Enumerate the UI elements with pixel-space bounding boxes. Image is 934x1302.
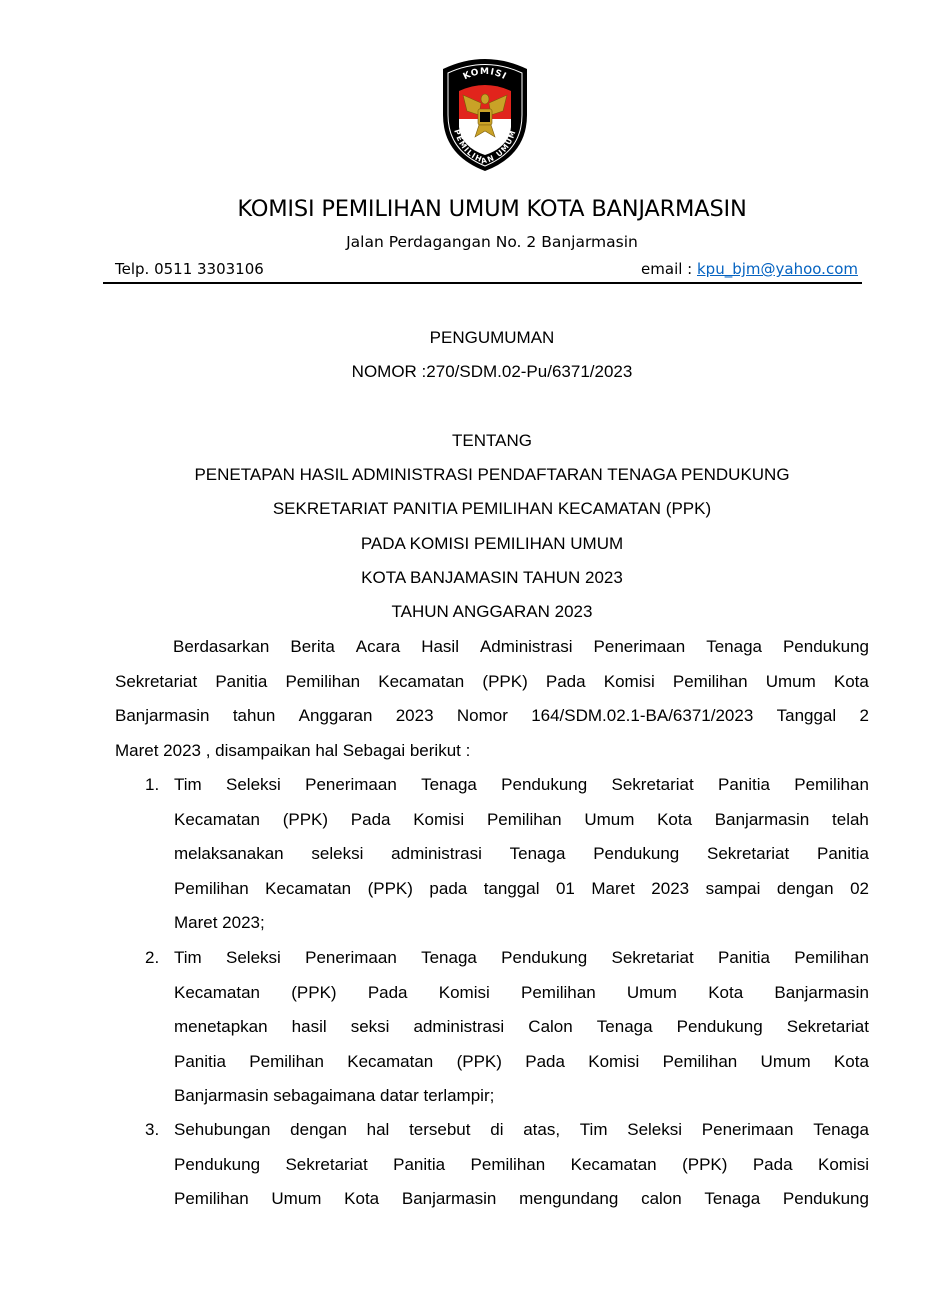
list-item-line: Sehubungan dengan hal tersebut di atas, Tim Seleksi Penerimaan Tenaga <box>174 1120 869 1139</box>
list-item-line: Pemilihan Umum Kota Banjarmasin mengundang calon Tenaga Pendukung <box>174 1189 869 1208</box>
seal-text-bottom: PEMILIHAN UMUM <box>452 128 518 166</box>
intro-line: Sekretariat Panitia Pemilihan Kecamatan (PPK) Pada Komisi Pemilihan Umum Kota <box>115 671 869 691</box>
list-item-line: Banjarmasin sebagaimana datar terlampir; <box>174 1086 495 1105</box>
intro-line: Banjarmasin tahun Anggaran 2023 Nomor 164/SDM.02.1-BA/6371/2023 Tanggal 2 <box>115 706 869 725</box>
intro-line: Berdasarkan Berita Acara Hasil Administrasi Penerimaan Tenaga Pendukung <box>173 637 869 656</box>
subject-line: TAHUN ANGGARAN 2023 <box>391 602 593 621</box>
subject-line: PADA KOMISI PEMILIHAN UMUM <box>360 534 624 553</box>
list-item-number: 3. <box>145 1120 160 1139</box>
list-item-line: menetapkan hasil seksi administrasi Calon Tenaga Pendukung Sekretariat <box>174 1017 869 1036</box>
list-item-line: Tim Seleksi Penerimaan Tenaga Pendukung Sekretariat Panitia Pemilihan <box>174 775 869 794</box>
email-label: email : <box>641 260 697 278</box>
organization-address: Jalan Perdagangan No. 2 Banjarmasin <box>346 233 638 251</box>
letterhead-divider <box>103 282 862 284</box>
list-item-number: 1. <box>145 775 160 794</box>
list-item-number: 2. <box>145 948 160 967</box>
list-item-line: Maret 2023; <box>174 913 265 932</box>
list-item-line: Tim Seleksi Penerimaan Tenaga Pendukung Sekretariat Panitia Pemilihan <box>174 948 869 967</box>
email-link[interactable]: kpu_bjm@yahoo.com <box>697 260 858 278</box>
seal-text-top: KOMISI <box>461 66 509 83</box>
kpu-garuda-emblem-icon <box>435 55 535 173</box>
list-item-line: Kecamatan (PPK) Pada Komisi Pemilihan Umum Kota Banjarmasin <box>174 982 869 1002</box>
list-item-line: melaksanakan seleksi administrasi Tenaga Pendukung Sekretariat Panitia <box>174 844 869 863</box>
subject-line: KOTA BANJAMASIN TAHUN 2023 <box>361 568 623 587</box>
organization-email <box>641 260 858 278</box>
list-item-line: Pemilihan Kecamatan (PPK) pada tanggal 01 Maret 2023 sampai dengan 02 <box>174 878 869 898</box>
organization-phone: Telp. 0511 3303106 <box>115 260 264 278</box>
list-item-line: Kecamatan (PPK) Pada Komisi Pemilihan Umum Kota Banjarmasin telah <box>174 809 869 829</box>
intro-paragraph <box>115 630 869 768</box>
subject-line: PENETAPAN HASIL ADMINISTRASI PENDAFTARAN TENAGA PENDUKUNG <box>194 465 790 484</box>
list-item-line: Pendukung Sekretariat Panitia Pemilihan Kecamatan (PPK) Pada Komisi <box>174 1154 869 1174</box>
document-about: TENTANG <box>452 431 532 450</box>
list-item-body <box>174 768 869 941</box>
document-type: PENGUMUMAN <box>429 328 555 347</box>
list-item-body <box>174 1113 869 1217</box>
document-number: NOMOR :270/SDM.02-Pu/6371/2023 <box>351 362 633 381</box>
subject-line: SEKRETARIAT PANITIA PEMILIHAN KECAMATAN (PPK) <box>272 499 712 518</box>
list-item-line: Panitia Pemilihan Kecamatan (PPK) Pada Komisi Pemilihan Umum Kota <box>174 1051 869 1071</box>
list-item-body <box>174 941 869 1114</box>
intro-line: Maret 2023 , disampaikan hal Sebagai berikut : <box>115 740 471 760</box>
organization-name: KOMISI PEMILIHAN UMUM KOTA BANJARMASIN <box>237 196 747 222</box>
